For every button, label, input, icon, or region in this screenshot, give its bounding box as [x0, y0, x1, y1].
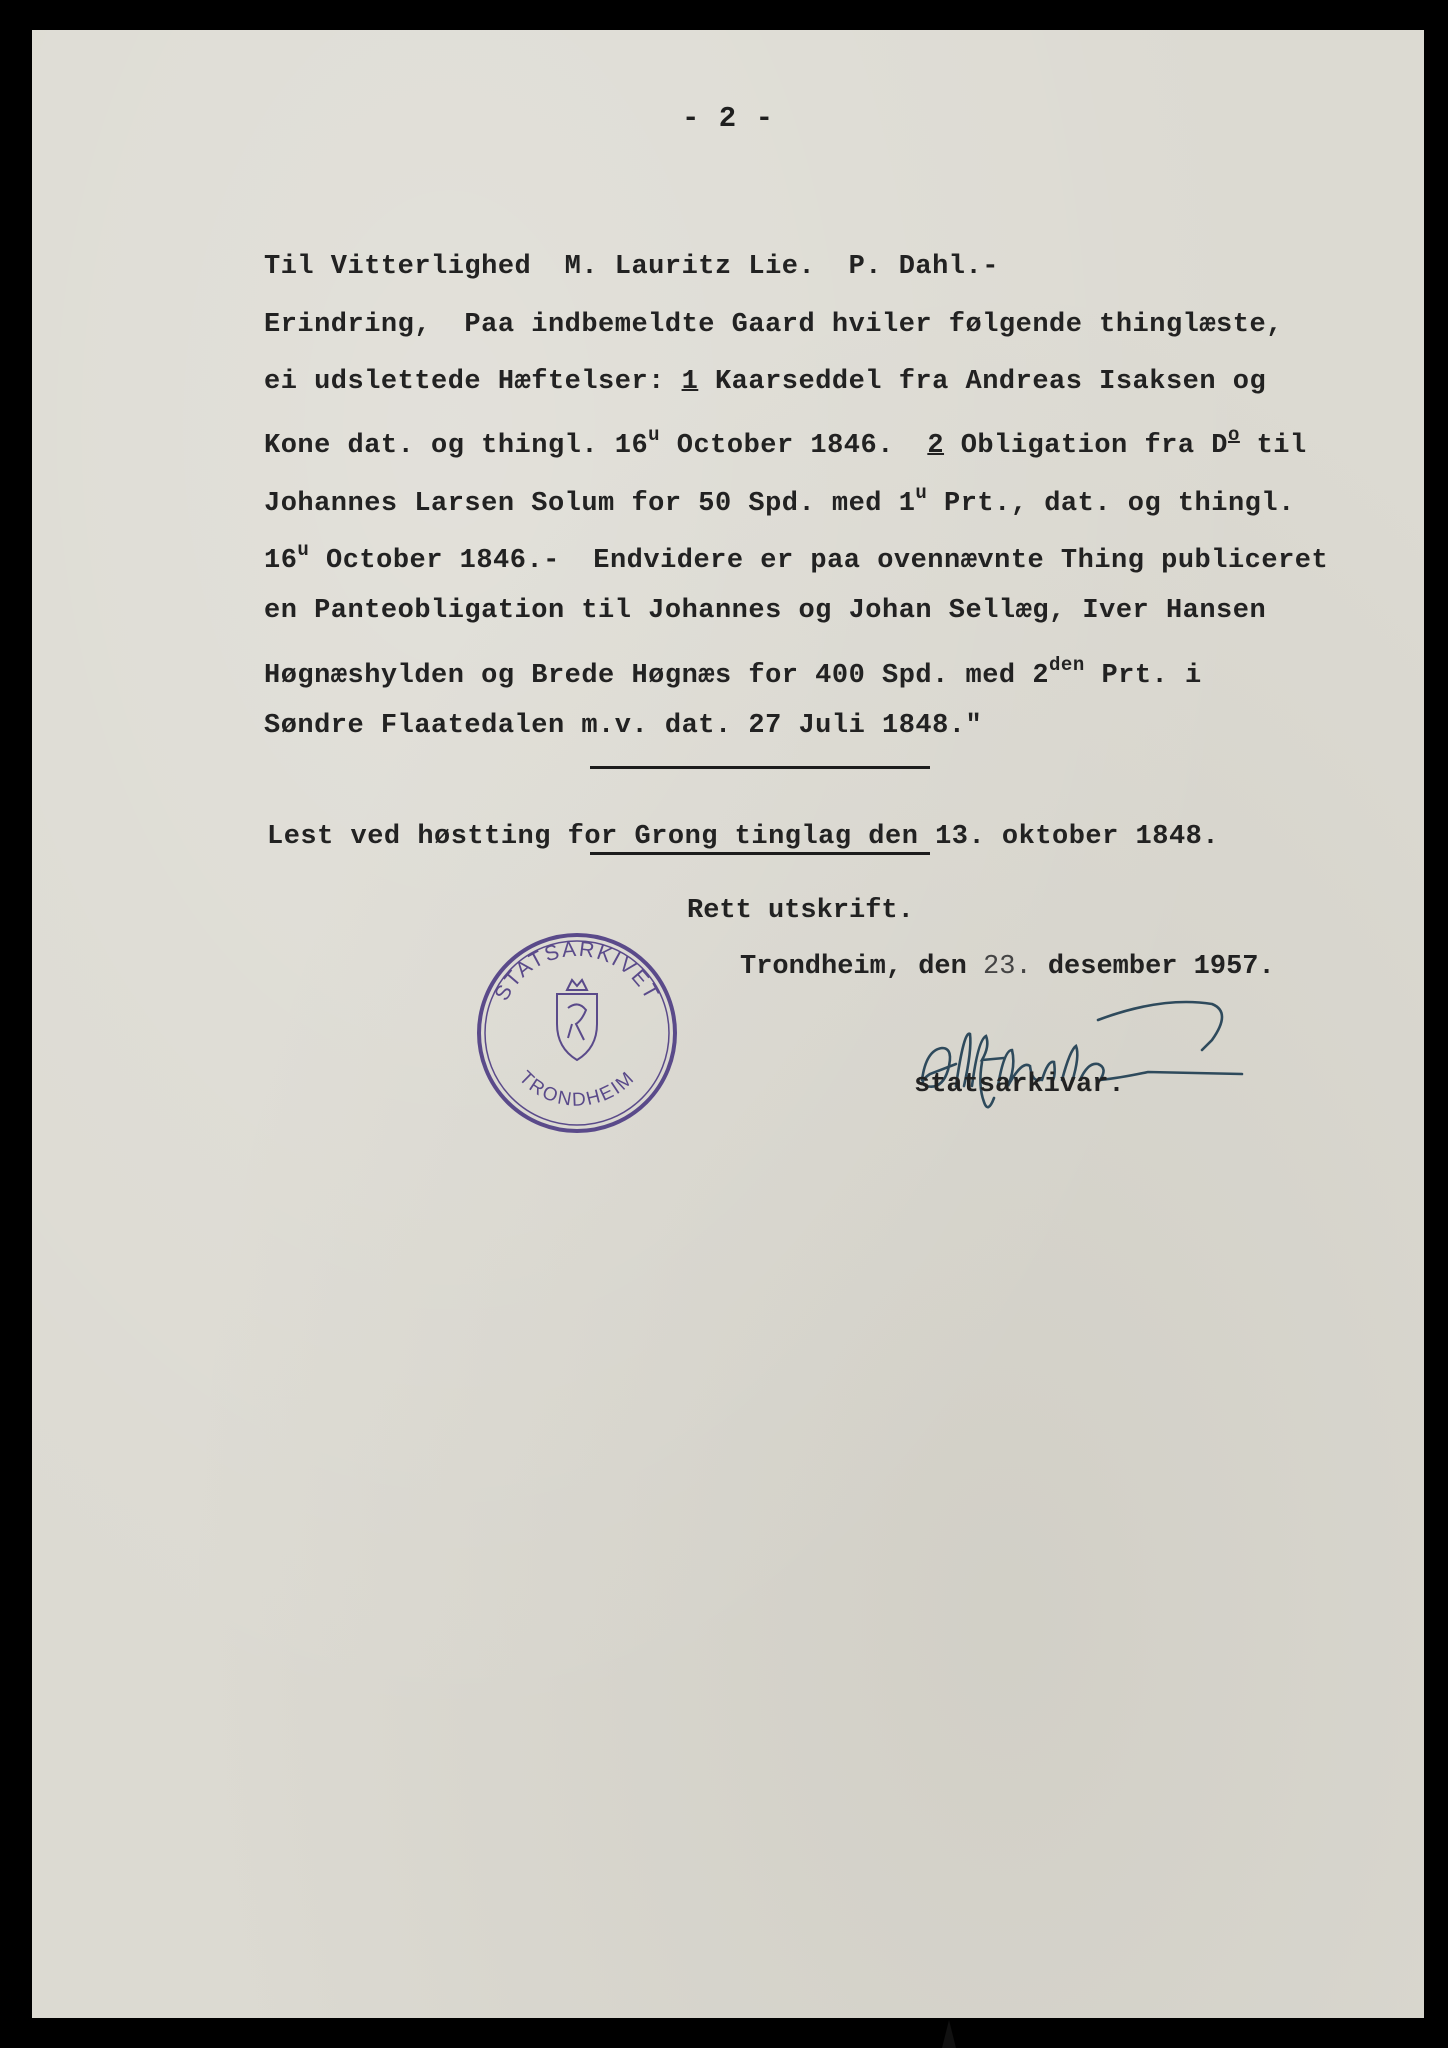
binding-mark-icon [942, 2020, 956, 2048]
signatory-title: statsarkivar. [914, 1070, 1125, 1100]
dateline: Trondheim, den 23. desember 1957. [740, 952, 1275, 982]
stamp-bottom-text: TRONDHEIM [514, 1067, 640, 1111]
encumbrance-line: 16$^u$ October 1846.- Endvidere er paa ovennævnte Thing publiceret [264, 539, 1329, 576]
signature [912, 990, 1262, 1130]
encumbrance-line: ei udslettede Hæftelser: 1 Kaarseddel fra Andreas Isaksen og [264, 367, 1267, 397]
read-note: Lest ved høstting for Grong tinglag den 13. oktober 1848. [267, 822, 1220, 852]
archive-stamp [472, 928, 682, 1138]
encumbrance-line: Høgnæshylden og Brede Høgnæs for 400 Spd. med $2^{den}$ Prt. i [264, 654, 1202, 691]
document-page [32, 30, 1424, 2018]
svg-text:TRONDHEIM [515, 1067, 640, 1111]
divider-rule [590, 766, 930, 769]
divider-rule [590, 852, 930, 855]
encumbrance-line: Kone dat. og thingl. 16$^u$ October 1846. 2 Obligation fra $D^o$ til [264, 424, 1307, 461]
certification-text: Rett utskrift. [687, 896, 914, 926]
encumbrance-line: en Panteobligation til Johannes og Johan Sellæg, Iver Hansen [264, 596, 1267, 626]
reminder-line: Erindring, Paa indbemeldte Gaard hviler følgende thinglæste, [264, 310, 1283, 340]
encumbrance-line: Søndre Flaatedalen m.v. dat. 27 Juli 1848." [264, 711, 983, 741]
page-number: - 2 - [681, 102, 774, 135]
coat-of-arms-icon [557, 980, 597, 1060]
encumbrance-line: Johannes Larsen Solum for 50 Spd. med 1$^u$ Prt., dat. og thingl. [264, 482, 1295, 519]
stamp-top-text: STATSARKIVET [490, 937, 664, 1005]
witness-line: Til Vitterlighed M. Lauritz Lie. P. Dahl.- [264, 252, 999, 282]
